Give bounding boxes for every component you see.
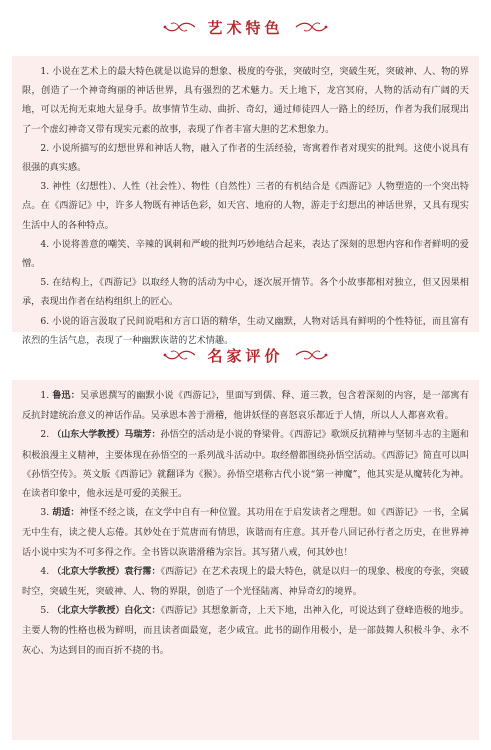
- reviewer-name: （山东大学教授）马瑞芳：: [52, 430, 161, 441]
- review-paragraph: 4. （北京大学教授）袁行霈：《西游记》在艺术表现上的最大特色，就是以归一的现象、极度的夸张，突破时空，突破生死，突破神、人、物的界限，创造了一个光怪陆离、神异奇幻的境界。: [22, 565, 469, 598]
- review-paragraph: 3. 胡适：神怪不经之谈，在文学中自有一种位置。其功用在于启发读者之理想。如《西游记》一书，全属无中生有，读之使人忘倦。其妙处在于荒唐而有情思，诙谐而有庄意。其开卷八回记孙行者之历史，在世界神话小说中实为不可多得之作。全书皆以诙谐滑稽为宗旨。其写猪八戒，何其妙也！: [22, 507, 469, 558]
- paragraph: 5. 在结构上，《西游记》以取经人物的活动为中心，逐次展开情节。各个小故事都相对独立，但又因果相承，表现出作者在结构组织上的匠心。: [22, 277, 469, 308]
- section-title: 名家评价: [207, 346, 284, 365]
- art-features-panel: [12, 56, 479, 346]
- review-paragraph: 2. （山东大学教授）马瑞芳：孙悟空的活动是小说的脊梁骨。《西游记》歌颂反抗精神与坚韧斗志的主题和积极浪漫主义精神，主要体现在孙悟空的一系列战斗活动中。取经僧都围绕孙悟空活动。《西游记》简直可以叫《孙悟空传》。英文版《西游记》就翻译为《猴》。孙悟空堪称古代小说“第一神魔”，他其实是从魔转化为神。在读者印象中，他永远是可爱的美猴王。: [22, 429, 469, 500]
- reviewer-name: 鲁迅：: [52, 391, 80, 401]
- section-title: 艺术特色: [207, 18, 284, 37]
- floral-ornament-right-icon: [294, 20, 330, 34]
- paragraph: 2. 小说所描写的幻想世界和神话人物，融入了作者的生活经验，寄寓着作者对现实的批判。这使小说具有很强的真实感。: [22, 142, 469, 174]
- reviewer-name: 胡适：: [52, 508, 80, 519]
- reviewer-name: （北京大学教授）白化文：: [52, 606, 161, 617]
- section-header-art: [0, 14, 491, 40]
- floral-ornament-left-icon: [161, 348, 197, 362]
- floral-ornament-left-icon: [161, 20, 197, 34]
- paragraph: 4. 小说将善意的嘲笑、辛辣的讽刺和严峻的批判巧妙地结合起来，表达了深刻的思想内容和作者鲜明的爱憎。: [22, 238, 469, 270]
- paragraph: 6. 小说的语言汲取了民间说唱和方言口语的精华，生动又幽默，人物对话具有鲜明的个性特征，而且富有浓烈的生活气息，表现了一种幽默诙谐的艺术情趣。: [22, 315, 469, 346]
- paragraph: 1. 小说在艺术上的最大特色就是以诡异的想象、极度的夸张，突破时空，突破生死，突破神、人、物的界限，创造了一个神奇绚丽的神话世界，具有强烈的艺术魅力。天上地下，龙宫冥府，人物的活动有广阔的天地，可以无拘无束地大显身手。故事情节生动、曲折、奇幻，通过师徒四人一路上的经历，作者为我们展现出了一个虚幻神奇又带有现实元素的故事，表现了作者丰富大胆的艺术想象力。: [22, 66, 469, 135]
- expert-reviews-panel: [12, 380, 479, 740]
- reviewer-name: （北京大学教授）袁行霈：: [52, 566, 161, 577]
- floral-ornament-right-icon: [294, 348, 330, 362]
- section-header-reviews: [0, 342, 491, 368]
- review-paragraph: 1. 鲁迅：吴承恩撰写的幽默小说《西游记》，里面写到儒、释、道三教，包含着深刻的内容，是一部寓有反抗封建统治意义的神话作品。吴承恩本善于滑稽，他讲妖怪的喜怒哀乐都近于人情，所以人人都喜欢看。: [22, 390, 469, 422]
- review-paragraph: 5. （北京大学教授）白化文：《西游记》其想象新奇，上天下地，出神入化，可说达到了登峰造极的地步。主要人物的性格也极为鲜明，而且读者面最宽，老少咸宜。此书的副作用极小，是一部鼓舞人积极斗争、永不灰心、为达到目的而百折不挠的书。: [22, 605, 469, 656]
- paragraph: 3. 神性（幻想性）、人性（社会性）、物性（自然性）三者的有机结合是《西游记》人物塑造的一个突出特点。在《西游记》中，许多人物既有神话色彩，如天宫、地府的人物，游走于幻想出的神话世界，又具有现实生活中人的各种特点。: [22, 181, 469, 231]
